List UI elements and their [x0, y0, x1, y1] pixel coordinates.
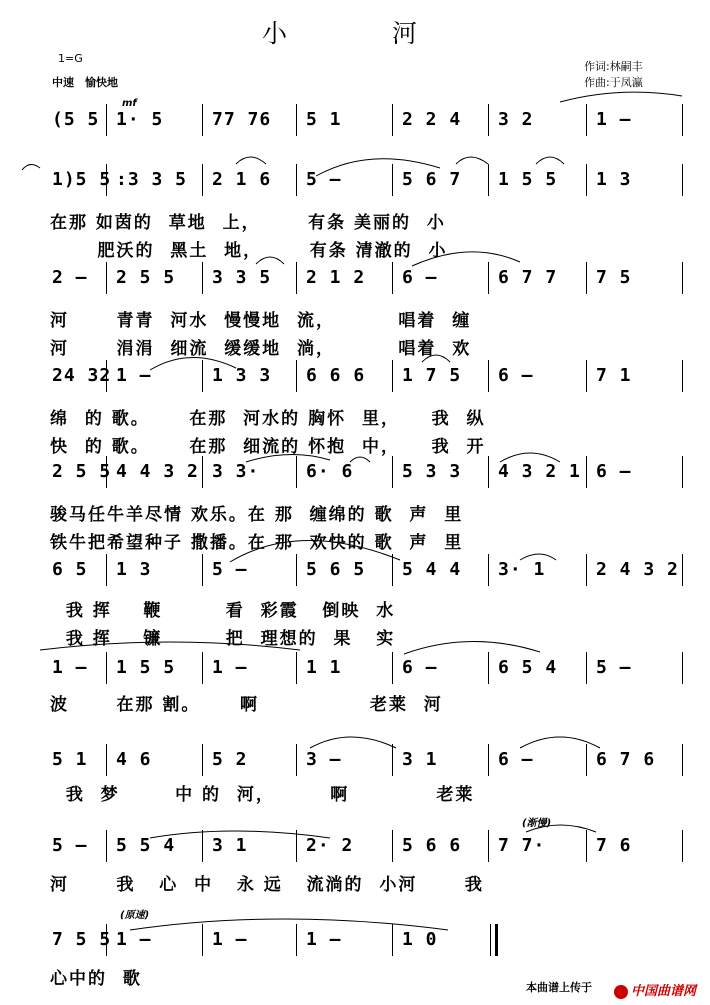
- key-signature: 1=G: [58, 52, 83, 65]
- barline: [296, 104, 297, 136]
- measure: [106, 100, 202, 140]
- measure-notes: 1 3 3: [212, 365, 272, 386]
- lyric-line: 肥沃的 黑土 地， 有条 清澈的 小: [50, 241, 448, 261]
- barline: [682, 456, 683, 488]
- measure-notes: 4 6: [116, 749, 152, 770]
- measure-notes: 24 32: [52, 365, 112, 386]
- barline: [392, 924, 393, 956]
- measure: [296, 356, 392, 396]
- barline: [106, 456, 107, 488]
- measure: [106, 740, 202, 780]
- measure-notes: 7 6: [596, 835, 632, 856]
- barline: [682, 164, 683, 196]
- barline: [296, 744, 297, 776]
- score-row: [0, 100, 710, 140]
- barline: [586, 830, 587, 862]
- measure-notes: 5 1: [306, 109, 342, 130]
- barline: [296, 164, 297, 196]
- barline: [392, 164, 393, 196]
- barline: [682, 360, 683, 392]
- measure: [202, 356, 296, 396]
- measure-notes: 5 2: [212, 749, 248, 770]
- measure: [392, 826, 488, 866]
- measure: [488, 452, 586, 492]
- score-row: [0, 452, 710, 492]
- measure: [586, 550, 682, 590]
- measure: [42, 740, 106, 780]
- site-logo-text: 中国曲谱网: [630, 984, 696, 999]
- barline: [586, 554, 587, 586]
- measure-notes: 5 –: [596, 657, 632, 678]
- measure: [296, 550, 392, 590]
- rit-mark: (渐慢): [522, 818, 552, 829]
- barline: [586, 104, 587, 136]
- measure-notes: 5 4 4: [402, 559, 462, 580]
- a-tempo-mark: (原速): [120, 910, 150, 921]
- score-row: [0, 648, 710, 688]
- barline: [106, 554, 107, 586]
- measure-notes: 2 2 4: [402, 109, 462, 130]
- measure-notes: 2 –: [52, 267, 88, 288]
- measure: [296, 648, 392, 688]
- lyric-line: 我 挥 镰 把 理想的 果 实: [50, 629, 396, 649]
- measure-notes: 7 5: [596, 267, 632, 288]
- measure-notes: 3 3·: [212, 461, 260, 482]
- score-row: [0, 258, 710, 298]
- measure: [586, 648, 682, 688]
- barline: [202, 744, 203, 776]
- measure: [586, 740, 682, 780]
- lyric-line: 在那 如茵的 草地 上， 有条 美丽的 小: [50, 213, 446, 233]
- measure-notes: 2 1 2: [306, 267, 366, 288]
- barline: [682, 104, 683, 136]
- measure-notes: 5 6 7: [402, 169, 462, 190]
- measure: [392, 920, 494, 960]
- measure: [488, 550, 586, 590]
- measure-notes: 5 –: [52, 835, 88, 856]
- measure: [296, 100, 392, 140]
- barline: [682, 744, 683, 776]
- barline: [106, 830, 107, 862]
- tempo-marking: 中速 愉快地: [52, 76, 118, 89]
- measure: [202, 452, 296, 492]
- measure-notes: 5 –: [306, 169, 342, 190]
- barline: [202, 262, 203, 294]
- measure: [106, 258, 202, 298]
- measure: [202, 648, 296, 688]
- lyric-line: 我 梦 中 的 河， 啊 老莱: [50, 785, 475, 805]
- measure: [106, 648, 202, 688]
- measure-notes: (5 5: [52, 109, 100, 130]
- measure: [392, 740, 488, 780]
- measure: [488, 740, 586, 780]
- measure: [296, 160, 392, 200]
- barline: [586, 262, 587, 294]
- score-row: [0, 920, 710, 960]
- measure-notes: 1 –: [116, 929, 152, 950]
- barline: [296, 924, 297, 956]
- measure: [296, 740, 392, 780]
- measure-notes: 7 1: [596, 365, 632, 386]
- measure: [106, 452, 202, 492]
- measure-notes: 3 –: [306, 749, 342, 770]
- barline: [296, 262, 297, 294]
- barline: [392, 456, 393, 488]
- measure: [392, 258, 488, 298]
- barline: [488, 830, 489, 862]
- barline: [202, 830, 203, 862]
- barline: [586, 456, 587, 488]
- lyric-line: 心中的 歌: [50, 969, 142, 989]
- barline: [106, 924, 107, 956]
- measure: [392, 648, 488, 688]
- lyric-line: 河 青青 河水 慢慢地 流， 唱着 缠: [50, 311, 472, 331]
- measure: [296, 826, 392, 866]
- measure: [488, 160, 586, 200]
- measure-notes: 6· 6: [306, 461, 354, 482]
- measure-notes: 3 2: [498, 109, 534, 130]
- measure: [42, 826, 106, 866]
- score-row: [0, 740, 710, 780]
- lyric-line: 铁牛把希望种子 撒播。在 那 欢快的 歌 声 里: [50, 533, 464, 553]
- measure: [106, 826, 202, 866]
- barline: [202, 164, 203, 196]
- measure-notes: 6 5: [52, 559, 88, 580]
- measure-notes: 6 7 6: [596, 749, 656, 770]
- measure-notes: 5 6 6: [402, 835, 462, 856]
- measure: [488, 100, 586, 140]
- measure: [586, 258, 682, 298]
- measure-notes: 5 3 3: [402, 461, 462, 482]
- measure-notes: 2 1 6: [212, 169, 272, 190]
- measure: [392, 550, 488, 590]
- measure-notes: 5 –: [212, 559, 248, 580]
- measure-notes: 1 5 5: [116, 657, 176, 678]
- barline: [106, 262, 107, 294]
- measure: [586, 356, 682, 396]
- measure: [106, 920, 202, 960]
- measure: [202, 160, 296, 200]
- measure-notes: 2 4 3 2: [596, 559, 679, 580]
- barline: [296, 456, 297, 488]
- barline: [586, 744, 587, 776]
- score-row: [0, 356, 710, 396]
- site-logo[interactable]: [614, 980, 696, 999]
- measure: [202, 100, 296, 140]
- score-row: [0, 160, 710, 200]
- measure-notes: 5 5 4: [116, 835, 176, 856]
- measure: [586, 826, 682, 866]
- measure: [202, 920, 296, 960]
- barline: [202, 652, 203, 684]
- barline: [296, 554, 297, 586]
- barline: [392, 830, 393, 862]
- footer-upload-text: 本曲谱上传于: [526, 981, 592, 994]
- barline: [488, 164, 489, 196]
- measure: [202, 258, 296, 298]
- barline: [682, 262, 683, 294]
- measure-notes: 1 5 5: [498, 169, 558, 190]
- measure-notes: 7 7·: [498, 835, 546, 856]
- final-barline: [490, 924, 498, 956]
- measure-notes: 2 5 5: [52, 461, 112, 482]
- barline: [682, 652, 683, 684]
- barline: [296, 830, 297, 862]
- measure-notes: :3 3 5: [116, 169, 188, 190]
- measure-notes: 1 1: [306, 657, 342, 678]
- measure-notes: 1· 5: [116, 109, 164, 130]
- measure-notes: 1 –: [212, 929, 248, 950]
- barline: [392, 554, 393, 586]
- lyric-line: 河 我 心 中 永 远 流淌的 小河 我: [50, 875, 484, 895]
- measure: [488, 356, 586, 396]
- barline: [488, 456, 489, 488]
- barline: [202, 456, 203, 488]
- measure: [202, 826, 296, 866]
- barline: [682, 830, 683, 862]
- score-row: [0, 826, 710, 866]
- measure: [392, 356, 488, 396]
- barline: [488, 262, 489, 294]
- measure: [488, 648, 586, 688]
- measure-notes: 1)5 5: [52, 169, 112, 190]
- barline: [106, 164, 107, 196]
- measure: [42, 258, 106, 298]
- barline: [488, 554, 489, 586]
- measure: [42, 550, 106, 590]
- barline: [586, 360, 587, 392]
- barline: [488, 652, 489, 684]
- measure: [42, 920, 112, 960]
- measure-notes: 1 –: [212, 657, 248, 678]
- measure: [42, 160, 112, 200]
- score-row: [0, 550, 710, 590]
- measure: [586, 160, 682, 200]
- measure-notes: 1 –: [596, 109, 632, 130]
- measure: [202, 550, 296, 590]
- measure: [392, 100, 488, 140]
- page-title: 小 河: [262, 19, 458, 48]
- measure: [106, 550, 202, 590]
- lyric-line: 波 在那 割。 啊 老莱 河: [50, 695, 443, 715]
- barline: [202, 924, 203, 956]
- lyric-line: 河 涓涓 细流 缓缓地 淌， 唱着 欢: [50, 339, 472, 359]
- barline: [106, 652, 107, 684]
- barline: [202, 360, 203, 392]
- measure-notes: 3 1: [402, 749, 438, 770]
- measure: [42, 100, 106, 140]
- measure: [586, 100, 682, 140]
- barline: [392, 744, 393, 776]
- measure-notes: 5 1: [52, 749, 88, 770]
- composer-credit: 作曲:于凤瀛: [584, 76, 643, 89]
- barline: [586, 652, 587, 684]
- measure: [42, 356, 112, 396]
- lyric-line: 我 挥 鞭 看 彩霞 倒映 水: [50, 601, 396, 621]
- barline: [392, 360, 393, 392]
- measure: [392, 160, 488, 200]
- barline: [392, 652, 393, 684]
- measure-notes: 2· 2: [306, 835, 354, 856]
- barline: [682, 554, 683, 586]
- measure-notes: 6 6 6: [306, 365, 366, 386]
- barline: [202, 104, 203, 136]
- barline: [488, 360, 489, 392]
- measure-notes: 3· 1: [498, 559, 546, 580]
- measure: [488, 258, 586, 298]
- measure-notes: 6 –: [498, 365, 534, 386]
- lyricist-credit: 作词:林嗣丰: [584, 60, 643, 73]
- measure-notes: 2 5 5: [116, 267, 176, 288]
- lyric-line: 快 的 歌。 在那 细流的 怀抱 中， 我 开: [50, 437, 486, 457]
- lyric-line: 骏马任牛羊尽情 欢乐。在 那 缠绵的 歌 声 里: [50, 505, 464, 525]
- measure-notes: 4 3 2 1: [498, 461, 581, 482]
- measure: [586, 452, 682, 492]
- dynamic-mark: mf: [122, 98, 137, 109]
- barline: [488, 104, 489, 136]
- barline: [202, 554, 203, 586]
- measure-notes: 1 7 5: [402, 365, 462, 386]
- measure-notes: 6 –: [596, 461, 632, 482]
- measure-notes: 7 5 5: [52, 929, 112, 950]
- barline: [586, 164, 587, 196]
- measure: [202, 740, 296, 780]
- measure: [42, 648, 106, 688]
- measure-notes: 1 3: [596, 169, 632, 190]
- measure: [392, 452, 488, 492]
- measure-notes: 6 7 7: [498, 267, 558, 288]
- measure: [106, 356, 202, 396]
- measure-notes: 3 3 5: [212, 267, 272, 288]
- barline: [296, 360, 297, 392]
- measure-notes: 6 5 4: [498, 657, 558, 678]
- measure-notes: 1 0: [402, 929, 438, 950]
- measure: [296, 452, 392, 492]
- barline: [488, 744, 489, 776]
- measure: [106, 160, 202, 200]
- measure-notes: 4 4 3 2: [116, 461, 199, 482]
- lyric-line: 绵 的 歌。 在那 河水的 胸怀 里， 我 纵: [50, 409, 486, 429]
- barline: [106, 104, 107, 136]
- logo-icon: [614, 985, 628, 999]
- measure: [296, 920, 392, 960]
- barline: [392, 104, 393, 136]
- measure-notes: 1 3: [116, 559, 152, 580]
- measure-notes: 1 –: [52, 657, 88, 678]
- barline: [106, 360, 107, 392]
- measure: [296, 258, 392, 298]
- measure-notes: 1 –: [306, 929, 342, 950]
- measure-notes: 5 6 5: [306, 559, 366, 580]
- measure-notes: 77 76: [212, 109, 272, 130]
- measure-notes: 6 –: [402, 267, 438, 288]
- barline: [296, 652, 297, 684]
- measure-notes: 6 –: [498, 749, 534, 770]
- measure: [488, 826, 586, 866]
- measure-notes: 3 1: [212, 835, 248, 856]
- barline: [106, 744, 107, 776]
- measure-notes: 6 –: [402, 657, 438, 678]
- measure: [42, 452, 112, 492]
- barline: [392, 262, 393, 294]
- measure-notes: 1 –: [116, 365, 152, 386]
